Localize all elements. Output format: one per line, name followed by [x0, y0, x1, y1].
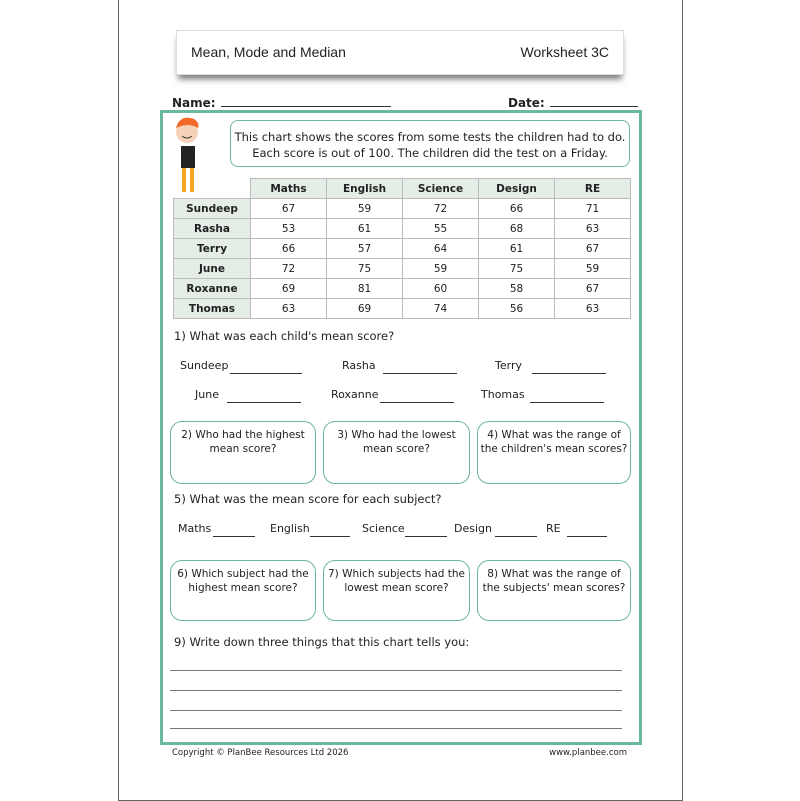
score-cell: 67 [251, 199, 327, 219]
column-header: English [327, 179, 403, 199]
question-4-box[interactable]: 4) What was the range of the children's mean scores? [477, 421, 631, 484]
child-name-cell: Roxanne [174, 279, 251, 299]
child-label: Roxanne [331, 388, 379, 401]
intro-text-1: This chart shows the scores from some tests the children had to do. [234, 130, 626, 144]
table-header-row [174, 179, 631, 199]
date-label: Date: [508, 96, 545, 110]
table-row [174, 219, 631, 239]
score-cell: 58 [479, 279, 555, 299]
score-cell: 66 [479, 199, 555, 219]
subject-label: Science [362, 522, 405, 535]
score-cell: 63 [555, 219, 631, 239]
writing-line[interactable] [170, 710, 622, 711]
column-header: Science [403, 179, 479, 199]
question-5: 5) What was the mean score for each subject? [174, 492, 442, 506]
answer-line[interactable] [567, 524, 607, 537]
answer-line[interactable] [532, 361, 606, 374]
child-label: June [195, 388, 219, 401]
score-cell: 60 [403, 279, 479, 299]
score-cell: 63 [251, 299, 327, 319]
child-name-cell: Terry [174, 239, 251, 259]
column-header: Maths [251, 179, 327, 199]
answer-line[interactable] [495, 524, 537, 537]
score-cell: 81 [327, 279, 403, 299]
answer-line[interactable] [383, 361, 457, 374]
score-cell: 57 [327, 239, 403, 259]
question-9: 9) Write down three things that this chart tells you: [174, 635, 470, 649]
worksheet-number: Worksheet 3C [520, 44, 609, 60]
child-label: Sundeep [180, 359, 229, 372]
intro-speech-bubble [230, 120, 630, 167]
question-3-box[interactable]: 3) Who had the lowest mean score? [323, 421, 470, 484]
question-7-box[interactable]: 7) Which subjects had the lowest mean score? [323, 560, 470, 621]
score-cell: 75 [479, 259, 555, 279]
blank-header-cell [174, 179, 251, 199]
score-cell: 71 [555, 199, 631, 219]
website-link[interactable]: www.planbee.com [549, 748, 627, 758]
question-2-box[interactable]: 2) Who had the highest mean score? [170, 421, 316, 484]
child-name-cell: Rasha [174, 219, 251, 239]
child-name-cell: Sundeep [174, 199, 251, 219]
writing-line[interactable] [170, 690, 622, 691]
score-cell: 64 [403, 239, 479, 259]
score-cell: 74 [403, 299, 479, 319]
worksheet-header [176, 30, 624, 75]
score-cell: 61 [327, 219, 403, 239]
child-name-cell: June [174, 259, 251, 279]
copyright-text: Copyright © PlanBee Resources Ltd 2026 [172, 748, 349, 758]
answer-line[interactable] [380, 390, 454, 403]
score-cell: 68 [479, 219, 555, 239]
score-cell: 69 [327, 299, 403, 319]
score-cell: 67 [555, 279, 631, 299]
child-name-cell: Thomas [174, 299, 251, 319]
subject-label: English [270, 522, 310, 535]
table-row [174, 199, 631, 219]
answer-line[interactable] [227, 390, 301, 403]
score-cell: 59 [327, 199, 403, 219]
answer-line[interactable] [405, 524, 447, 537]
score-cell: 56 [479, 299, 555, 319]
score-cell: 61 [479, 239, 555, 259]
name-line[interactable] [221, 106, 391, 107]
writing-line[interactable] [170, 728, 622, 729]
table-row [174, 239, 631, 259]
score-cell: 53 [251, 219, 327, 239]
subject-label: RE [546, 522, 561, 535]
score-cell: 72 [403, 199, 479, 219]
child-label: Terry [495, 359, 522, 372]
question-8-box[interactable]: 8) What was the range of the subjects' mean scores? [477, 560, 631, 621]
answer-line[interactable] [230, 361, 302, 374]
table-row [174, 259, 631, 279]
table-row [174, 279, 631, 299]
answer-line[interactable] [530, 390, 604, 403]
subject-label: Design [454, 522, 492, 535]
child-label: Thomas [481, 388, 525, 401]
intro-text-2: Each score is out of 100. The children did the test on a Friday. [252, 146, 608, 160]
column-header: Design [479, 179, 555, 199]
scores-table [173, 178, 631, 319]
score-cell: 66 [251, 239, 327, 259]
name-field[interactable] [172, 92, 391, 111]
score-cell: 63 [555, 299, 631, 319]
worksheet-title: Mean, Mode and Median [191, 44, 346, 60]
score-cell: 67 [555, 239, 631, 259]
answer-line[interactable] [310, 524, 350, 537]
score-cell: 55 [403, 219, 479, 239]
score-cell: 59 [555, 259, 631, 279]
table-row [174, 299, 631, 319]
name-label: Name: [172, 96, 216, 110]
column-header: RE [555, 179, 631, 199]
child-label: Rasha [342, 359, 376, 372]
writing-line[interactable] [170, 670, 622, 671]
score-cell: 59 [403, 259, 479, 279]
answer-line[interactable] [213, 524, 255, 537]
question-6-box[interactable]: 6) Which subject had the highest mean score? [170, 560, 316, 621]
question-1: 1) What was each child's mean score? [174, 329, 395, 343]
score-cell: 75 [327, 259, 403, 279]
score-cell: 72 [251, 259, 327, 279]
subject-label: Maths [178, 522, 212, 535]
date-field[interactable] [508, 92, 638, 111]
score-cell: 69 [251, 279, 327, 299]
date-line[interactable] [550, 106, 638, 107]
